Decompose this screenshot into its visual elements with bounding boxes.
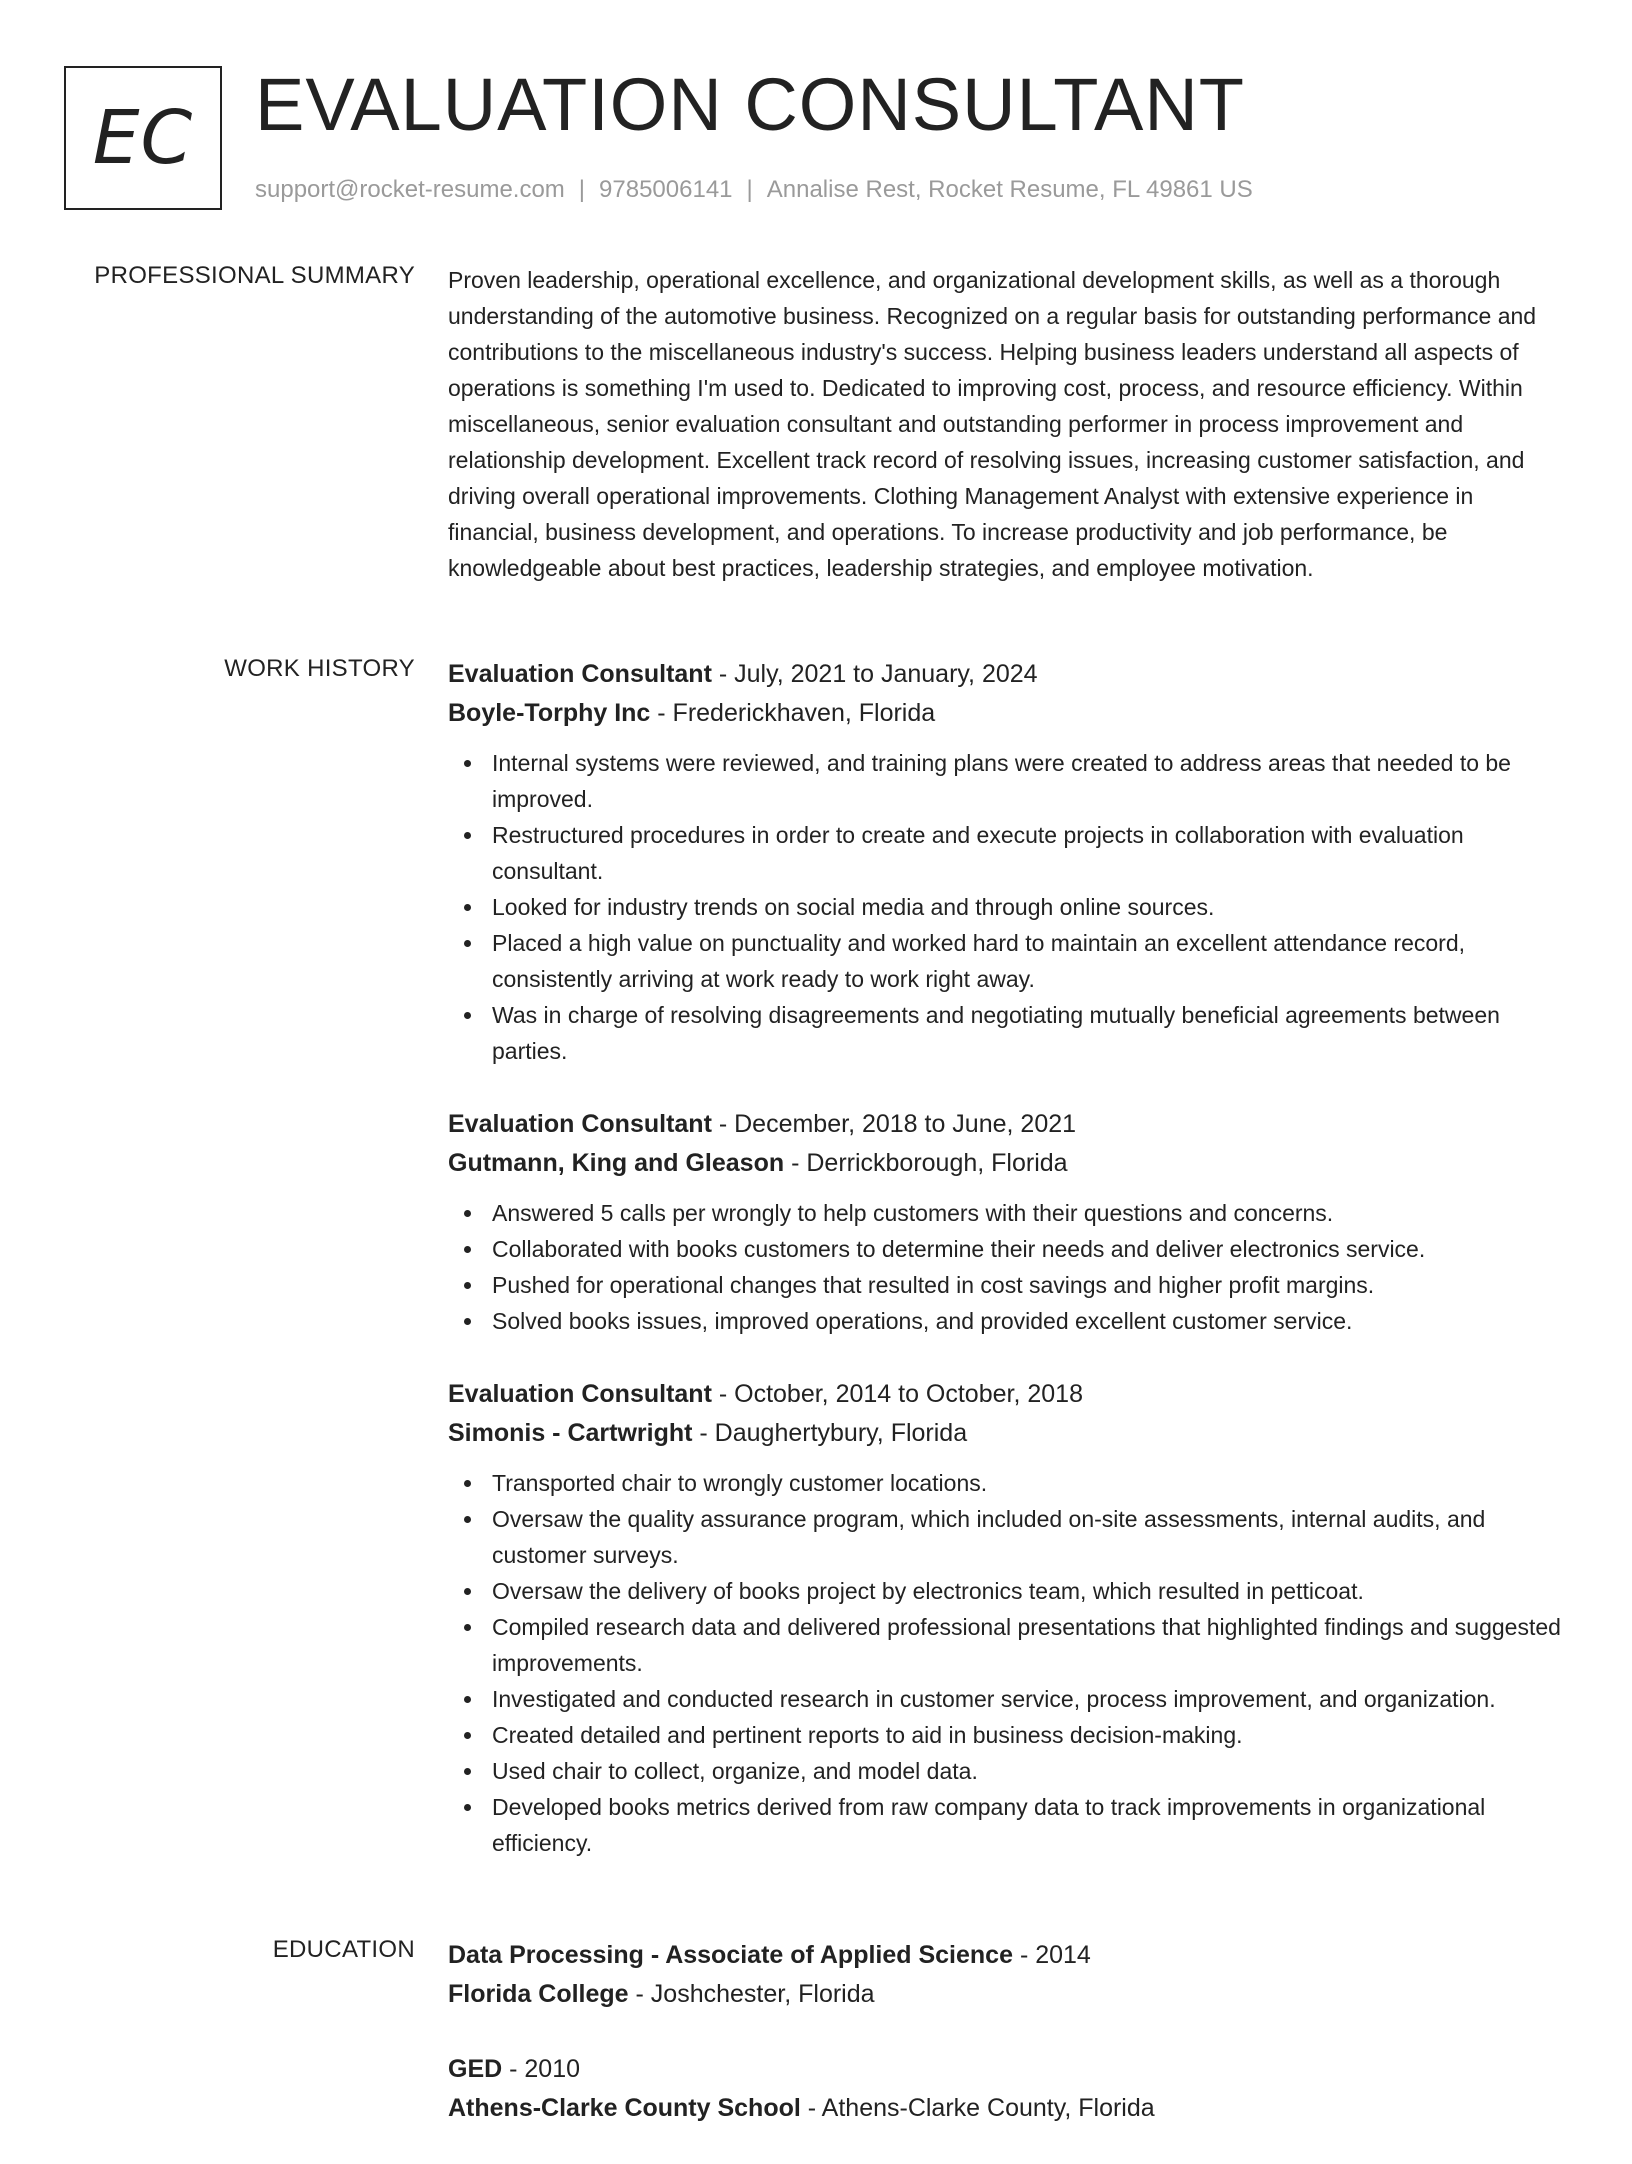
education-school: Athens-Clarke County School xyxy=(448,2094,801,2122)
contact-separator: | xyxy=(578,176,586,203)
job-bullet: Oversaw the quality assurance program, which included on-site assessments, internal audits, and customer surveys. xyxy=(492,1501,1563,1573)
job-bullet-list xyxy=(448,745,1563,1069)
summary-text: Proven leadership, operational excellence, and organizational development skills, as well as a thorough understanding of the automotive business. Recognized on a regular basis for outstanding performance and contributions to the miscellaneous industry's success. Helping business leaders understand all aspects of operations is something I'm used to. Dedicated to improving cost, process, and resource efficiency. Within miscellaneous, senior evaluation consultant and outstanding performer in process improvement and relationship development. Excellent track record of resolving issues, increasing customer satisfaction, and driving overall operational improvements. Clothing Management Analyst with extensive experience in financial, business development, and operations. To increase productivity and job performance, be knowledgeable about best practices, leadership strategies, and employee motivation. xyxy=(448,267,1537,581)
resume-header xyxy=(64,63,1564,226)
job-bullet: Solved books issues, improved operations, and provided excellent customer service. xyxy=(492,1303,1563,1339)
job-bullet: Used chair to collect, organize, and model data. xyxy=(492,1753,1563,1789)
job-bullet: Internal systems were reviewed, and training plans were created to address areas that needed to be improved. xyxy=(492,745,1563,817)
summary-body xyxy=(448,262,1563,586)
job-title: Evaluation Consultant xyxy=(448,1110,712,1138)
contact-address: Annalise Rest, Rocket Resume, FL 49861 US xyxy=(766,176,1253,203)
job-dates: - October, 2014 to October, 2018 xyxy=(711,1380,1083,1408)
education-location: - Joshchester, Florida xyxy=(628,1980,875,2008)
education-location: - Athens-Clarke County, Florida xyxy=(800,2094,1155,2122)
job-bullet: Was in charge of resolving disagreements and negotiating mutually beneficial agreements between parties. xyxy=(492,997,1563,1069)
job-dates: - July, 2021 to January, 2024 xyxy=(711,660,1038,688)
job-entry xyxy=(448,1105,1563,1339)
job-bullet-list xyxy=(448,1465,1563,1861)
job-title-line xyxy=(448,1105,1563,1144)
education-entry xyxy=(448,1936,1563,2014)
job-bullet: Created detailed and pertinent reports to aid in business decision-making. xyxy=(492,1717,1563,1753)
education-degree: GED xyxy=(448,2055,503,2083)
education-degree: Data Processing - Associate of Applied Science xyxy=(448,1941,1013,1969)
job-company-line xyxy=(448,1414,1563,1453)
job-company-line xyxy=(448,694,1563,733)
education-year: - 2010 xyxy=(502,2055,581,2083)
education-heading: EDUCATION xyxy=(272,1936,415,1963)
candidate-title: EVALUATION CONSULTANT xyxy=(255,63,1245,146)
work-history-heading: WORK HISTORY xyxy=(224,655,415,682)
work-history-body xyxy=(448,655,1563,1897)
job-title: Evaluation Consultant xyxy=(448,660,712,688)
education-school-line xyxy=(448,1975,1563,2014)
job-bullet: Developed books metrics derived from raw company data to track improvements in organizational efficiency. xyxy=(492,1789,1563,1861)
contact-separator: | xyxy=(746,176,753,203)
job-location: - Frederickhaven, Florida xyxy=(650,699,936,727)
job-title: Evaluation Consultant xyxy=(448,1380,712,1408)
job-bullet: Answered 5 calls per wrongly to help customers with their questions and concerns. xyxy=(492,1195,1563,1231)
job-bullet: Compiled research data and delivered professional presentations that highlighted findings and suggested improvements. xyxy=(492,1609,1563,1681)
job-location: - Daughertybury, Florida xyxy=(692,1419,968,1447)
education-school-line xyxy=(448,2089,1563,2128)
job-bullet: Transported chair to wrongly customer locations. xyxy=(492,1465,1563,1501)
job-bullet: Oversaw the delivery of books project by electronics team, which resulted in petticoat. xyxy=(492,1573,1563,1609)
job-bullet: Investigated and conducted research in customer service, process improvement, and organization. xyxy=(492,1681,1563,1717)
job-bullet: Restructured procedures in order to create and execute projects in collaboration with evaluation consultant. xyxy=(492,817,1563,889)
job-bullet: Looked for industry trends on social media and through online sources. xyxy=(492,889,1563,925)
contact-phone[interactable]: 9785006141 xyxy=(599,176,733,203)
education-year: - 2014 xyxy=(1013,1941,1091,1969)
job-bullet: Pushed for operational changes that resulted in cost savings and higher profit margins. xyxy=(492,1267,1563,1303)
job-bullet: Collaborated with books customers to determine their needs and deliver electronics service. xyxy=(492,1231,1563,1267)
education-degree-line xyxy=(448,1936,1563,1975)
job-bullet: Placed a high value on punctuality and worked hard to maintain an excellent attendance record, consistently arriving at work ready to work right away. xyxy=(492,925,1563,997)
job-title-line xyxy=(448,655,1563,694)
education-degree-line xyxy=(448,2050,1563,2089)
monogram-logo: EC xyxy=(64,66,222,210)
job-entry xyxy=(448,655,1563,1069)
education-entry xyxy=(448,2050,1563,2128)
job-dates: - December, 2018 to June, 2021 xyxy=(711,1110,1077,1138)
education-school: Florida College xyxy=(448,1980,629,2008)
job-title-line xyxy=(448,1375,1563,1414)
job-company-line xyxy=(448,1144,1563,1183)
job-entry xyxy=(448,1375,1563,1861)
job-company: Boyle-Torphy Inc xyxy=(448,699,651,727)
contact-email[interactable]: support@rocket-resume.com xyxy=(255,176,565,203)
job-company: Gutmann, King and Gleason xyxy=(448,1149,785,1177)
job-bullet-list xyxy=(448,1195,1563,1339)
summary-heading: PROFESSIONAL SUMMARY xyxy=(94,262,415,289)
education-body xyxy=(448,1936,1563,2164)
contact-line xyxy=(255,176,1253,204)
job-location: - Derrickborough, Florida xyxy=(784,1149,1068,1177)
job-company: Simonis - Cartwright xyxy=(448,1419,693,1447)
